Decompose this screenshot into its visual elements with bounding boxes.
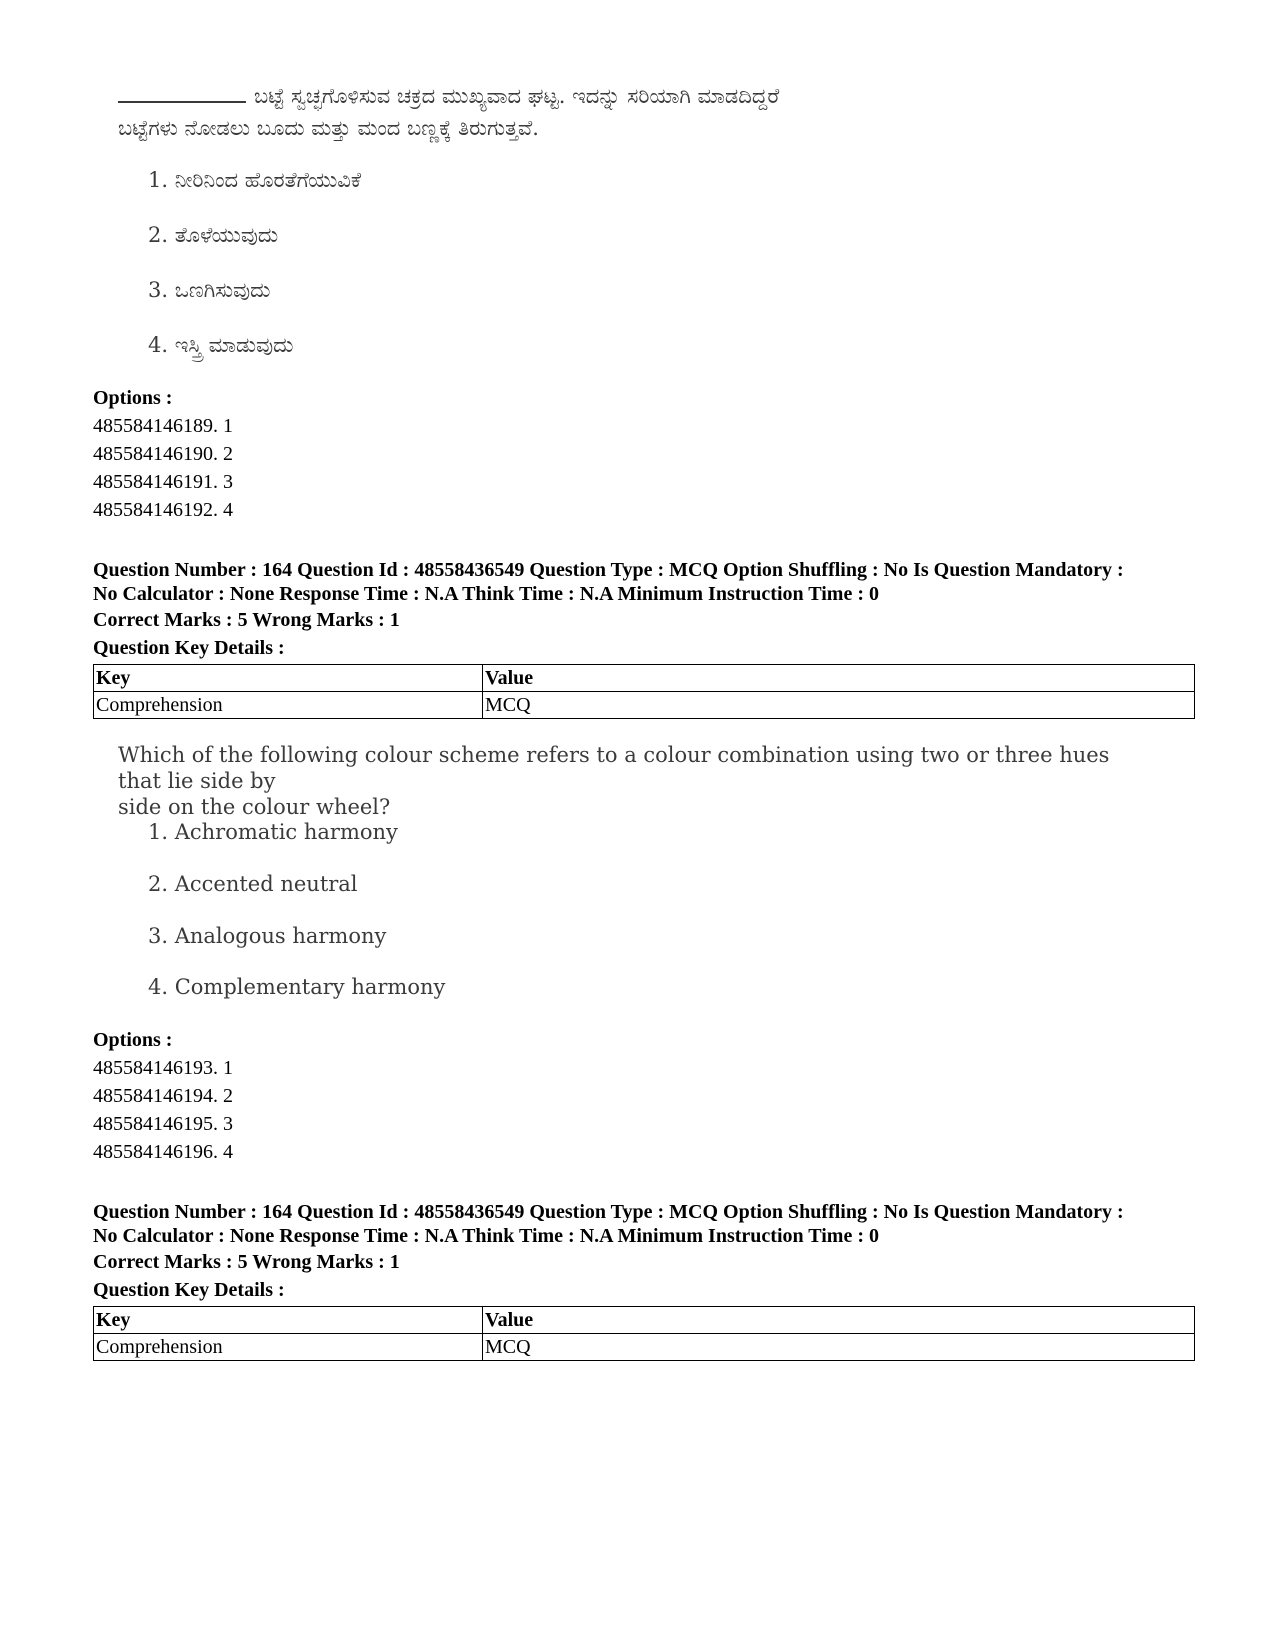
options-heading: Options : [93,1029,173,1051]
question-stem-line-1: Which of the following colour scheme refers to a colour combination using two or three hues that lie side by [118,743,1110,793]
question-meta [93,1200,1203,1248]
question-stem [118,80,1158,144]
option-item: 485584146189. 1 [93,415,233,437]
question-meta-line-1: Question Number : 164 Question Id : 48558436549 Question Type : MCQ Option Shuffling : No Is Question Mandatory : [93,1201,1124,1223]
table-header-key: Key [94,1307,483,1334]
table-header-value: Value [483,1307,1195,1334]
choice-4: 4. ಇಸ್ತ್ರಿ ಮಾಡುವುದು [148,333,294,357]
table-cell-key: Comprehension [94,692,483,719]
question-stem [118,742,1158,820]
table-header-row [94,1307,1195,1334]
question-meta [93,558,1203,606]
question-image-kannada [118,80,1158,370]
marks-line: Correct Marks : 5 Wrong Marks : 1 [93,1251,400,1273]
key-details-heading: Question Key Details : [93,637,285,659]
table-header-value: Value [483,665,1195,692]
options-heading: Options : [93,387,173,409]
option-item: 485584146195. 3 [93,1113,233,1135]
option-item: 485584146192. 4 [93,499,233,521]
fill-in-blank [118,81,246,103]
option-item: 485584146191. 3 [93,471,233,493]
option-item: 485584146190. 2 [93,443,233,465]
choice-1: 1. Achromatic harmony [148,820,398,844]
options-list [93,384,233,524]
question-meta-line-2: No Calculator : None Response Time : N.A Think Time : N.A Minimum Instruction Time : 0 [93,1225,879,1247]
question-image-english [118,742,1158,1012]
choice-1: 1. ನೀರಿನಿಂದ ಹೊರತೆಗೆಯುವಿಕೆ [148,168,362,192]
choice-3: 3. Analogous harmony [148,924,387,948]
option-item: 485584146193. 1 [93,1057,233,1079]
choice-2: 2. Accented neutral [148,872,358,896]
table-row [94,1334,1195,1361]
table-cell-value: MCQ [483,692,1195,719]
question-meta-line-2: No Calculator : None Response Time : N.A Think Time : N.A Minimum Instruction Time : 0 [93,583,879,605]
table-cell-value: MCQ [483,1334,1195,1361]
table-header-key: Key [94,665,483,692]
options-list [93,1026,233,1166]
option-item: 485584146196. 4 [93,1141,233,1163]
table-header-row [94,665,1195,692]
question-stem-line-2: ಬಟ್ಟೆಗಳು ನೋಡಲು ಬೂದು ಮತ್ತು ಮಂದ ಬಣ್ಣಕ್ಕೆ ತಿರುಗುತ್ತವೆ. [118,116,539,140]
key-details-table [93,664,1195,719]
question-stem-line-1: ಬಟ್ಟೆ ಸ್ವಚ್ಛಗೊಳಿಸುವ ಚಕ್ರದ ಮುಖ್ಯವಾದ ಘಟ್ಟ. ಇದನ್ನು ಸರಿಯಾಗಿ ಮಾಡದಿದ್ದರೆ [254,84,780,108]
table-row [94,692,1195,719]
choice-3: 3. ಒಣಗಿಸುವುದು [148,278,271,302]
table-cell-key: Comprehension [94,1334,483,1361]
marks-line: Correct Marks : 5 Wrong Marks : 1 [93,609,400,631]
question-meta-line-1: Question Number : 164 Question Id : 48558436549 Question Type : MCQ Option Shuffling : No Is Question Mandatory : [93,559,1124,581]
choice-2: 2. ತೊಳೆಯುವುದು [148,223,279,247]
option-item: 485584146194. 2 [93,1085,233,1107]
key-details-heading: Question Key Details : [93,1279,285,1301]
question-stem-line-2: side on the colour wheel? [118,795,391,819]
choice-4: 4. Complementary harmony [148,975,446,999]
key-details-table [93,1306,1195,1361]
